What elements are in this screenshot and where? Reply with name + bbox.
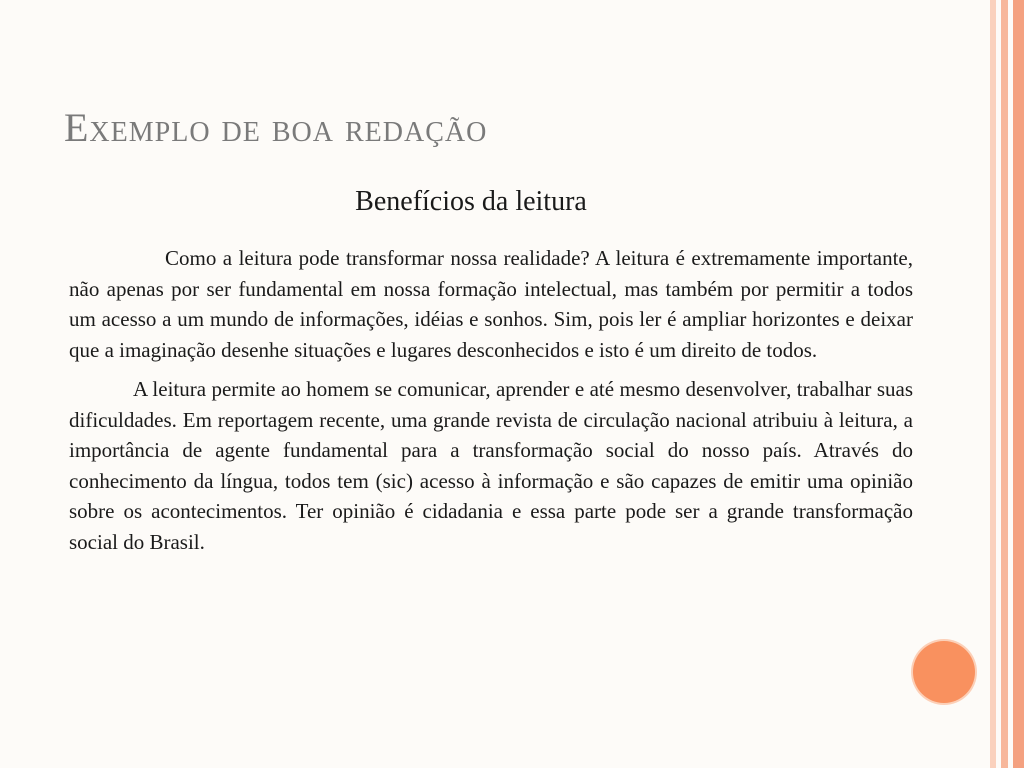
stripe-dark — [1013, 0, 1024, 768]
slide-title: Exemplo de boa redação — [64, 105, 488, 150]
paragraph-2: A leitura permite ao homem se comunicar, aprender e até mesmo desenvolver, trabalhar suas dificuldades. Em reportagem recente, uma grande revista de circulação nacional atribuiu à leitura, a importância de agente fundamental para a transformação social do nosso país. Através do conhecimento da língua, todos tem (sic) acesso à informação e são capazes de emitir uma opinião sobre os acontecimentos. Ter opinião é cidadania e essa parte pode ser a grande transformação social do Brasil. — [69, 377, 913, 554]
slide-subtitle: Benefícios da leitura — [355, 186, 587, 217]
decorative-stripes — [984, 0, 1024, 768]
paragraph-1: Como a leitura pode transformar nossa realidade? A leitura é extremamente importante, não apenas por ser fundamental em nossa formação intelectual, mas também por permitir a todos um acesso a um mundo de informações, idéias e sonhos. Sim, pois ler é ampliar horizontes e deixar que a imaginação desenhe situações e lugares desconhecidos e isto é um direito de todos. — [69, 246, 913, 362]
decorative-circle — [913, 641, 975, 703]
body-text — [69, 243, 913, 557]
stripe-light — [990, 0, 996, 768]
stripe-mid — [1001, 0, 1008, 768]
